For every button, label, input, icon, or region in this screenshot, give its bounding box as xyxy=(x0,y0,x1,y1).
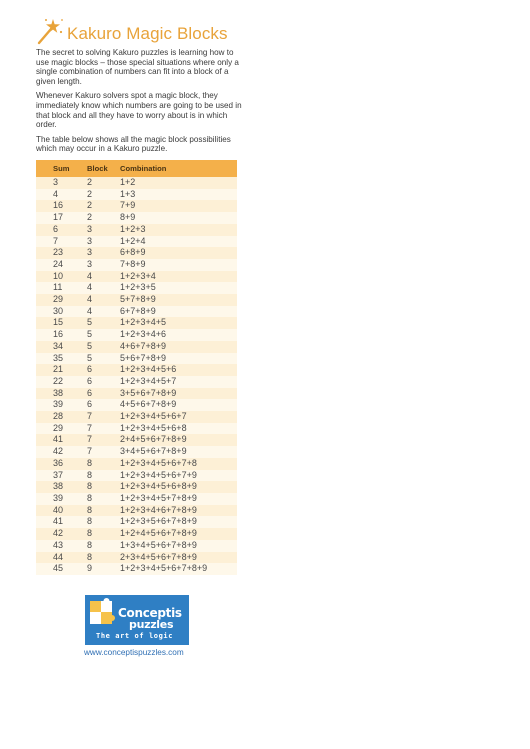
table-row xyxy=(36,388,237,400)
cell-sum: 34 xyxy=(36,341,87,353)
cell-sum: 42 xyxy=(36,528,87,540)
page-title: Kakuro Magic Blocks xyxy=(67,24,228,43)
cell-combination: 1+2+3+4+6+7+8+9 xyxy=(120,505,237,517)
cell-combination: 2+4+5+6+7+8+9 xyxy=(120,434,237,446)
cell-block: 6 xyxy=(87,376,120,388)
cell-combination: 7+9 xyxy=(120,200,237,212)
table-row xyxy=(36,528,237,540)
table-row xyxy=(36,376,237,388)
cell-combination: 4+6+7+8+9 xyxy=(120,341,237,353)
cell-combination: 6+8+9 xyxy=(120,247,237,259)
logo-text-puzzles: puzzles xyxy=(129,618,174,631)
column-header-block: Block xyxy=(87,160,120,177)
cell-sum: 35 xyxy=(36,353,87,365)
table-row xyxy=(36,563,237,575)
cell-block: 5 xyxy=(87,341,120,353)
cell-combination: 7+8+9 xyxy=(120,259,237,271)
table-row xyxy=(36,306,237,318)
cell-combination: 5+6+7+8+9 xyxy=(120,353,237,365)
cell-block: 6 xyxy=(87,364,120,376)
page-header xyxy=(36,16,228,46)
table-row xyxy=(36,411,237,423)
cell-combination: 5+7+8+9 xyxy=(120,294,237,306)
table-row xyxy=(36,212,237,224)
column-header-combination: Combination xyxy=(120,160,237,177)
cell-block: 8 xyxy=(87,516,120,528)
table-row xyxy=(36,353,237,365)
cell-block: 5 xyxy=(87,329,120,341)
cell-sum: 36 xyxy=(36,458,87,470)
cell-block: 2 xyxy=(87,200,120,212)
cell-block: 4 xyxy=(87,306,120,318)
cell-block: 7 xyxy=(87,411,120,423)
table-row xyxy=(36,364,237,376)
cell-combination: 1+2+3+4+5+7 xyxy=(120,376,237,388)
table-row xyxy=(36,481,237,493)
cell-combination: 1+2+3+4+5+7+8+9 xyxy=(120,493,237,505)
cell-sum: 4 xyxy=(36,189,87,201)
cell-combination: 2+3+4+5+6+7+8+9 xyxy=(120,552,237,564)
cell-combination: 1+2+3+4+5+6 xyxy=(120,364,237,376)
cell-combination: 1+2+4 xyxy=(120,236,237,248)
cell-combination: 1+3+4+5+6+7+8+9 xyxy=(120,540,237,552)
cell-combination: 1+2+3+4+5+6+8 xyxy=(120,423,237,435)
table-row xyxy=(36,399,237,411)
cell-sum: 15 xyxy=(36,317,87,329)
cell-block: 6 xyxy=(87,388,120,400)
cell-block: 3 xyxy=(87,236,120,248)
cell-combination: 3+5+6+7+8+9 xyxy=(120,388,237,400)
table xyxy=(36,160,237,575)
column-header-sum: Sum xyxy=(36,160,87,177)
table-row xyxy=(36,423,237,435)
cell-sum: 39 xyxy=(36,399,87,411)
cell-sum: 21 xyxy=(36,364,87,376)
table-row xyxy=(36,271,237,283)
cell-combination: 8+9 xyxy=(120,212,237,224)
cell-combination: 4+5+6+7+8+9 xyxy=(120,399,237,411)
cell-combination: 1+2+3+4+5+6+7 xyxy=(120,411,237,423)
table-body xyxy=(36,177,237,575)
logo-tagline: The art of logic xyxy=(96,632,174,640)
magic-wand-icon xyxy=(36,17,64,45)
intro-text xyxy=(36,48,246,159)
cell-sum: 22 xyxy=(36,376,87,388)
table-row xyxy=(36,470,237,482)
cell-sum: 39 xyxy=(36,493,87,505)
table-row xyxy=(36,341,237,353)
intro-paragraph: Whenever Kakuro solvers spot a magic block, they immediately know which numbers are going to be used in that block and all they have to worry about is in which order. xyxy=(36,91,242,130)
cell-block: 4 xyxy=(87,282,120,294)
table-header-row xyxy=(36,160,237,177)
table-row xyxy=(36,434,237,446)
cell-sum: 24 xyxy=(36,259,87,271)
cell-sum: 30 xyxy=(36,306,87,318)
intro-paragraph: The table below shows all the magic block possibilities which may occur in a Kakuro puzzle. xyxy=(36,134,231,154)
cell-block: 8 xyxy=(87,505,120,517)
cell-block: 2 xyxy=(87,212,120,224)
table-row xyxy=(36,282,237,294)
intro-paragraph: The secret to solving Kakuro puzzles is learning how to use magic blocks – those special situations where only a single combination of numbers can fit into a block of a given length. xyxy=(36,48,239,86)
cell-block: 8 xyxy=(87,528,120,540)
table-row xyxy=(36,505,237,517)
cell-block: 7 xyxy=(87,434,120,446)
table-row xyxy=(36,200,237,212)
table-row xyxy=(36,493,237,505)
cell-sum: 11 xyxy=(36,282,87,294)
cell-combination: 1+2+3+4+5 xyxy=(120,317,237,329)
table-row xyxy=(36,236,237,248)
cell-sum: 6 xyxy=(36,224,87,236)
cell-sum: 38 xyxy=(36,481,87,493)
cell-combination: 1+2+3+4+5+6+7+9 xyxy=(120,470,237,482)
cell-sum: 16 xyxy=(36,200,87,212)
cell-sum: 10 xyxy=(36,271,87,283)
cell-sum: 42 xyxy=(36,446,87,458)
table-row xyxy=(36,552,237,564)
cell-block: 8 xyxy=(87,493,120,505)
website-link[interactable]: www.conceptispuzzles.com xyxy=(84,648,184,657)
cell-block: 4 xyxy=(87,271,120,283)
cell-sum: 23 xyxy=(36,247,87,259)
cell-combination: 6+7+8+9 xyxy=(120,306,237,318)
cell-sum: 28 xyxy=(36,411,87,423)
table-row xyxy=(36,259,237,271)
cell-block: 7 xyxy=(87,446,120,458)
cell-sum: 3 xyxy=(36,177,87,189)
cell-sum: 45 xyxy=(36,563,87,575)
table-row xyxy=(36,224,237,236)
table-row xyxy=(36,189,237,201)
conceptis-logo xyxy=(85,595,189,645)
cell-sum: 40 xyxy=(36,505,87,517)
table-row xyxy=(36,446,237,458)
cell-combination: 1+2+3+4+5+6+7+8+9 xyxy=(120,563,237,575)
cell-block: 8 xyxy=(87,552,120,564)
cell-block: 9 xyxy=(87,563,120,575)
cell-sum: 41 xyxy=(36,516,87,528)
cell-sum: 41 xyxy=(36,434,87,446)
table-row xyxy=(36,516,237,528)
cell-combination: 1+2+3+4+6 xyxy=(120,329,237,341)
cell-block: 5 xyxy=(87,353,120,365)
cell-block: 8 xyxy=(87,540,120,552)
cell-combination: 1+2 xyxy=(120,177,237,189)
cell-sum: 7 xyxy=(36,236,87,248)
cell-combination: 3+4+5+6+7+8+9 xyxy=(120,446,237,458)
table-row xyxy=(36,247,237,259)
cell-combination: 1+2+4+5+6+7+8+9 xyxy=(120,528,237,540)
cell-sum: 38 xyxy=(36,388,87,400)
cell-combination: 1+2+3+5+6+7+8+9 xyxy=(120,516,237,528)
cell-block: 8 xyxy=(87,470,120,482)
cell-block: 2 xyxy=(87,189,120,201)
cell-sum: 29 xyxy=(36,294,87,306)
cell-block: 3 xyxy=(87,259,120,271)
cell-sum: 17 xyxy=(36,212,87,224)
table-row xyxy=(36,329,237,341)
logo-text-conceptis: Conceptis xyxy=(118,606,182,620)
cell-block: 8 xyxy=(87,458,120,470)
cell-combination: 1+2+3+5 xyxy=(120,282,237,294)
cell-sum: 16 xyxy=(36,329,87,341)
cell-block: 3 xyxy=(87,247,120,259)
cell-combination: 1+3 xyxy=(120,189,237,201)
cell-block: 7 xyxy=(87,423,120,435)
cell-block: 4 xyxy=(87,294,120,306)
table-row xyxy=(36,540,237,552)
cell-block: 8 xyxy=(87,481,120,493)
magic-blocks-table xyxy=(36,160,237,575)
table-row xyxy=(36,317,237,329)
cell-sum: 37 xyxy=(36,470,87,482)
cell-block: 6 xyxy=(87,399,120,411)
cell-sum: 29 xyxy=(36,423,87,435)
cell-block: 5 xyxy=(87,317,120,329)
cell-block: 2 xyxy=(87,177,120,189)
cell-combination: 1+2+3+4+5+6+8+9 xyxy=(120,481,237,493)
cell-block: 3 xyxy=(87,224,120,236)
cell-sum: 44 xyxy=(36,552,87,564)
table-row xyxy=(36,458,237,470)
cell-combination: 1+2+3 xyxy=(120,224,237,236)
table-row xyxy=(36,177,237,189)
table-row xyxy=(36,294,237,306)
cell-combination: 1+2+3+4+5+6+7+8 xyxy=(120,458,237,470)
cell-sum: 43 xyxy=(36,540,87,552)
cell-combination: 1+2+3+4 xyxy=(120,271,237,283)
